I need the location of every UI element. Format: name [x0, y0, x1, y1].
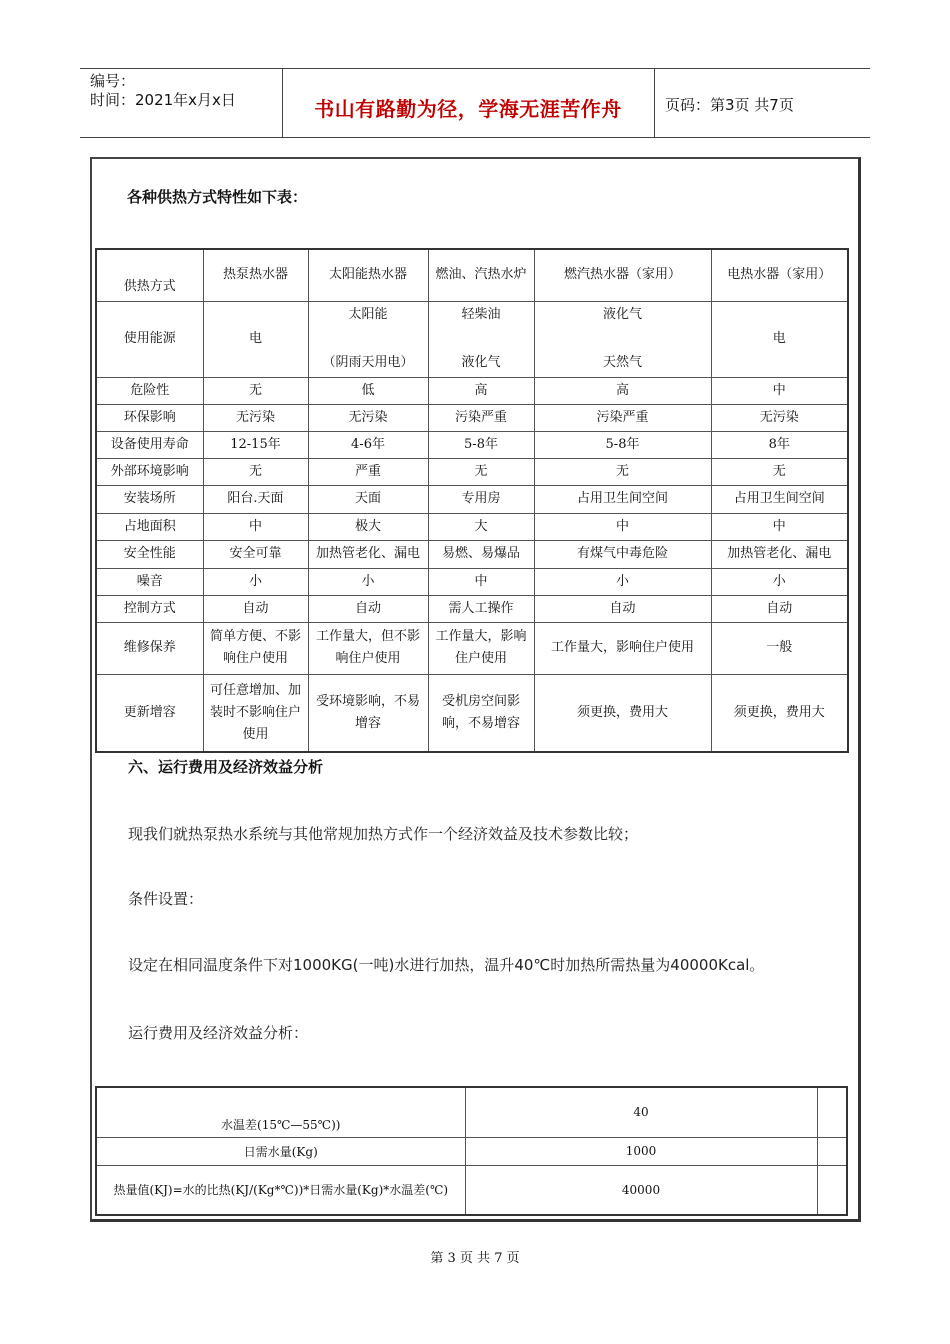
table-cell: 日需水量(Kg) [96, 1137, 465, 1165]
table-cell: 小 [711, 568, 848, 595]
paragraph: 设定在相同温度条件下对1000KG(一吨)水进行加热，温升40℃时加热所需热量为40000Kcal。 [128, 956, 765, 974]
page-header [80, 68, 870, 138]
header-cell: 电热水器（家用） [711, 249, 848, 301]
table-cell: 40000 [465, 1165, 817, 1215]
table-row [96, 301, 848, 377]
table-cell: 严重 [308, 458, 428, 485]
table-cell: 简单方便、不影响住户使用 [203, 622, 308, 674]
table-cell [534, 301, 711, 377]
table-cell: 小 [534, 568, 711, 595]
table-row [96, 485, 848, 513]
table-cell: 天面 [308, 485, 428, 513]
cell-line: 轻柴油 [461, 307, 501, 322]
paragraph: 条件设置： [128, 890, 204, 908]
table-cell: 电 [203, 301, 308, 377]
table-cell: 低 [308, 377, 428, 404]
table-cell: 须更换，费用大 [534, 674, 711, 752]
header-motto-cell [282, 69, 655, 137]
table-cell [817, 1137, 847, 1165]
row-label: 更新增容 [96, 674, 203, 752]
cell-line: 天然气 [602, 355, 642, 370]
header-cell: 燃汽热水器（家用） [534, 249, 711, 301]
table-cell [817, 1165, 847, 1215]
page-footer: 第 3 页 共 7 页 [430, 1251, 520, 1266]
table-cell: 无 [428, 458, 534, 485]
table-cell: 小 [203, 568, 308, 595]
table-cell: 受环境影响，不易增容 [308, 674, 428, 752]
heating-methods-table [95, 248, 849, 753]
table-cell: 无污染 [711, 404, 848, 431]
table-row [96, 1165, 847, 1215]
table-cell: 极大 [308, 513, 428, 540]
table-cell: 中 [428, 568, 534, 595]
table-cell: 热量值(KJ)=水的比热(KJ/(Kg*℃))*日需水量(Kg)*水温差(℃) [96, 1165, 465, 1215]
table-header-row [96, 249, 848, 301]
row-label: 设备使用寿命 [96, 431, 203, 458]
table-cell: 40 [465, 1087, 817, 1137]
table-row [96, 1087, 847, 1137]
row-label: 使用能源 [96, 301, 203, 377]
header-cell: 太阳能热水器 [308, 249, 428, 301]
cost-analysis-table [95, 1086, 848, 1216]
header-page-number: 页码：第3页 共7页 [665, 96, 794, 114]
table-cell [428, 301, 534, 377]
table-row [96, 377, 848, 404]
table-cell: 自动 [534, 595, 711, 622]
table-row [96, 1137, 847, 1165]
header-cell: 热泵热水器 [203, 249, 308, 301]
table-row [96, 622, 848, 674]
table-cell: 工作量大，影响住户使用 [534, 622, 711, 674]
table-cell: 1000 [465, 1137, 817, 1165]
table-cell: 12-15年 [203, 431, 308, 458]
table-row [96, 568, 848, 595]
header-cell: 供热方式 [96, 249, 203, 301]
table-cell: 水温差(15℃—55℃)) [96, 1087, 465, 1137]
row-label: 危险性 [96, 377, 203, 404]
table-cell: 5-8年 [534, 431, 711, 458]
table-cell: 需人工操作 [428, 595, 534, 622]
table-cell [817, 1087, 847, 1137]
table-cell: 中 [711, 513, 848, 540]
table-cell: 工作量大，但不影响住户使用 [308, 622, 428, 674]
table-cell: 占用卫生间空间 [534, 485, 711, 513]
row-label: 安全性能 [96, 540, 203, 568]
table-cell: 无 [203, 377, 308, 404]
paragraph: 现我们就热泵热水系统与其他常规加热方式作一个经济效益及技术参数比较； [128, 825, 639, 843]
table-cell: 工作量大，影响住户使用 [428, 622, 534, 674]
table-row [96, 458, 848, 485]
table-row [96, 595, 848, 622]
table-row [96, 404, 848, 431]
table-cell: 无 [534, 458, 711, 485]
cell-line: 太阳能 [348, 307, 388, 322]
row-label: 噪音 [96, 568, 203, 595]
header-meta-cell [80, 69, 283, 137]
table-cell: 可任意增加、加装时不影响住户使用 [203, 674, 308, 752]
header-page-cell [655, 69, 870, 137]
table-cell: 受机房空间影响，不易增容 [428, 674, 534, 752]
row-label: 安装场所 [96, 485, 203, 513]
cell-line: 液化气 [461, 355, 501, 370]
table-cell: 自动 [308, 595, 428, 622]
table-cell: 有煤气中毒危险 [534, 540, 711, 568]
table-cell: 无 [711, 458, 848, 485]
table-cell: 阳台.天面 [203, 485, 308, 513]
table-cell: 自动 [711, 595, 848, 622]
table-cell: 无污染 [308, 404, 428, 431]
table-cell: 8年 [711, 431, 848, 458]
row-label: 控制方式 [96, 595, 203, 622]
table-cell: 自动 [203, 595, 308, 622]
cell-line: （阴雨天用电） [322, 355, 414, 370]
table-intro: 各种供热方式特性如下表： [127, 188, 308, 206]
table-row [96, 540, 848, 568]
header-cell: 燃油、汽热水炉 [428, 249, 534, 301]
table-cell: 高 [534, 377, 711, 404]
paragraph: 运行费用及经济效益分析： [128, 1024, 309, 1042]
table-cell: 安全可靠 [203, 540, 308, 568]
table-cell: 高 [428, 377, 534, 404]
table-row [96, 513, 848, 540]
cell-line: 液化气 [602, 307, 642, 322]
section-title: 六、运行费用及经济效益分析 [128, 758, 324, 776]
table-cell: 大 [428, 513, 534, 540]
table-cell: 加热管老化、漏电 [711, 540, 848, 568]
table-cell: 4-6年 [308, 431, 428, 458]
table-cell: 一般 [711, 622, 848, 674]
table-row [96, 431, 848, 458]
table-cell: 污染严重 [428, 404, 534, 431]
table-cell: 易燃、易爆品 [428, 540, 534, 568]
table-cell: 须更换，费用大 [711, 674, 848, 752]
table-cell: 无污染 [203, 404, 308, 431]
doc-time-label: 时间：2021年x月x日 [90, 91, 236, 109]
table-cell: 加热管老化、漏电 [308, 540, 428, 568]
table-cell: 中 [203, 513, 308, 540]
table-cell: 无 [203, 458, 308, 485]
table-cell [308, 301, 428, 377]
row-label: 外部环境影响 [96, 458, 203, 485]
table-cell: 5-8年 [428, 431, 534, 458]
table-cell: 中 [534, 513, 711, 540]
table-cell: 专用房 [428, 485, 534, 513]
table-cell: 小 [308, 568, 428, 595]
doc-code-label: 编号： [90, 72, 136, 90]
table-cell: 占用卫生间空间 [711, 485, 848, 513]
row-label: 占地面积 [96, 513, 203, 540]
row-label: 环保影响 [96, 404, 203, 431]
motto-text: 书山有路勤为径，学海无涯苦作舟 [314, 97, 622, 121]
row-label: 维修保养 [96, 622, 203, 674]
table-cell: 电 [711, 301, 848, 377]
table-row [96, 674, 848, 752]
table-cell: 污染严重 [534, 404, 711, 431]
table-cell: 中 [711, 377, 848, 404]
